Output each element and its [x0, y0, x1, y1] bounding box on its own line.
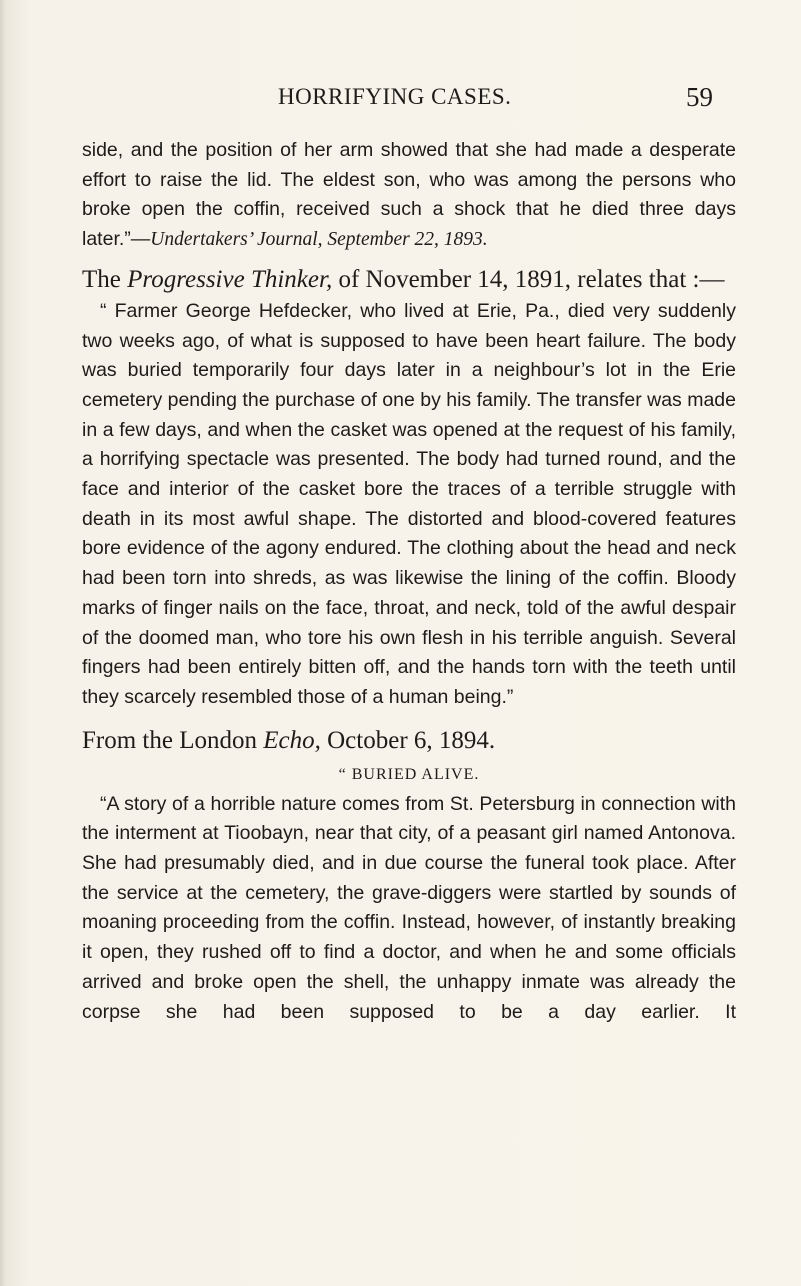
intro-progressive-thinker [82, 265, 736, 295]
quote-antonova: “A story of a horrible nature comes from St. Petersburg in connection with the interment at Tioobayn, near that city, of a peasant girl named Antonova. She had presumably died, and in due course the funeral took place. After the service at the cemetery, the grave-diggers were startled by sounds of moaning proceeding from the coffin. Instead, however, of instantly breaking it open, they rushed off to find a doctor, and when he and some officials arrived and broke open the shell, the unhappy inmate was already the corpse she had been supposed to be a day earlier. It [82, 792, 736, 1023]
quote-subheading: “ BURIED ALIVE. [338, 765, 480, 783]
intro-rest: October 6, 1894. [320, 726, 496, 754]
continued-paragraph [82, 136, 736, 255]
quote-hefdecker: “ Farmer George Hefdecker, who lived at Erie, Pa., died very suddenly two weeks ago, of what is supposed to have been heart failure. The body was buried temporarily four days later in a neighbour’s lot in the Erie cemetery pending the purchase of one by his family. The transfer was made in a few days, and when the casket was opened at the request of his family, a horrifying spectacle was presented. The body had turned round, and the face and interior of the casket bore the traces of a terrible struggle with death in its most awful shape. The distorted and blood-covered features bore evidence of the agony endured. The clothing about the head and neck had been torn into shreds, as was likewise the lining of the coffin. Bloody marks of finger nails on the face, throat, and neck, told of the awful despair of the doomed man, who tore his own flesh in his terrible anguish. Several fingers had been entirely bitten off, and the hands torn with the teeth until they scarcely resembled those of a human being.” [82, 299, 736, 708]
page-number: 59 [686, 82, 713, 112]
body-text [82, 136, 736, 1027]
publication-name: Progressive Thinker, [127, 265, 333, 293]
publication-name: Echo, [263, 726, 321, 754]
source-citation: Undertakers’ Journal, September 22, 1893. [150, 229, 488, 251]
running-title: HORRIFYING CASES. [278, 84, 512, 109]
intro-london-echo [82, 726, 736, 756]
intro-lead: The [82, 265, 128, 293]
running-head [0, 84, 801, 116]
continued-paragraph-text: side, and the position of her arm showed that she had made a desperate effort to raise the lid. The eldest son, who was among the persons who broke open the coffin, received such a shock that he died three days later.”— [82, 139, 736, 251]
intro-rest: of November 14, 1891, relates that :— [332, 265, 725, 293]
intro-lead: From the London [82, 726, 264, 754]
